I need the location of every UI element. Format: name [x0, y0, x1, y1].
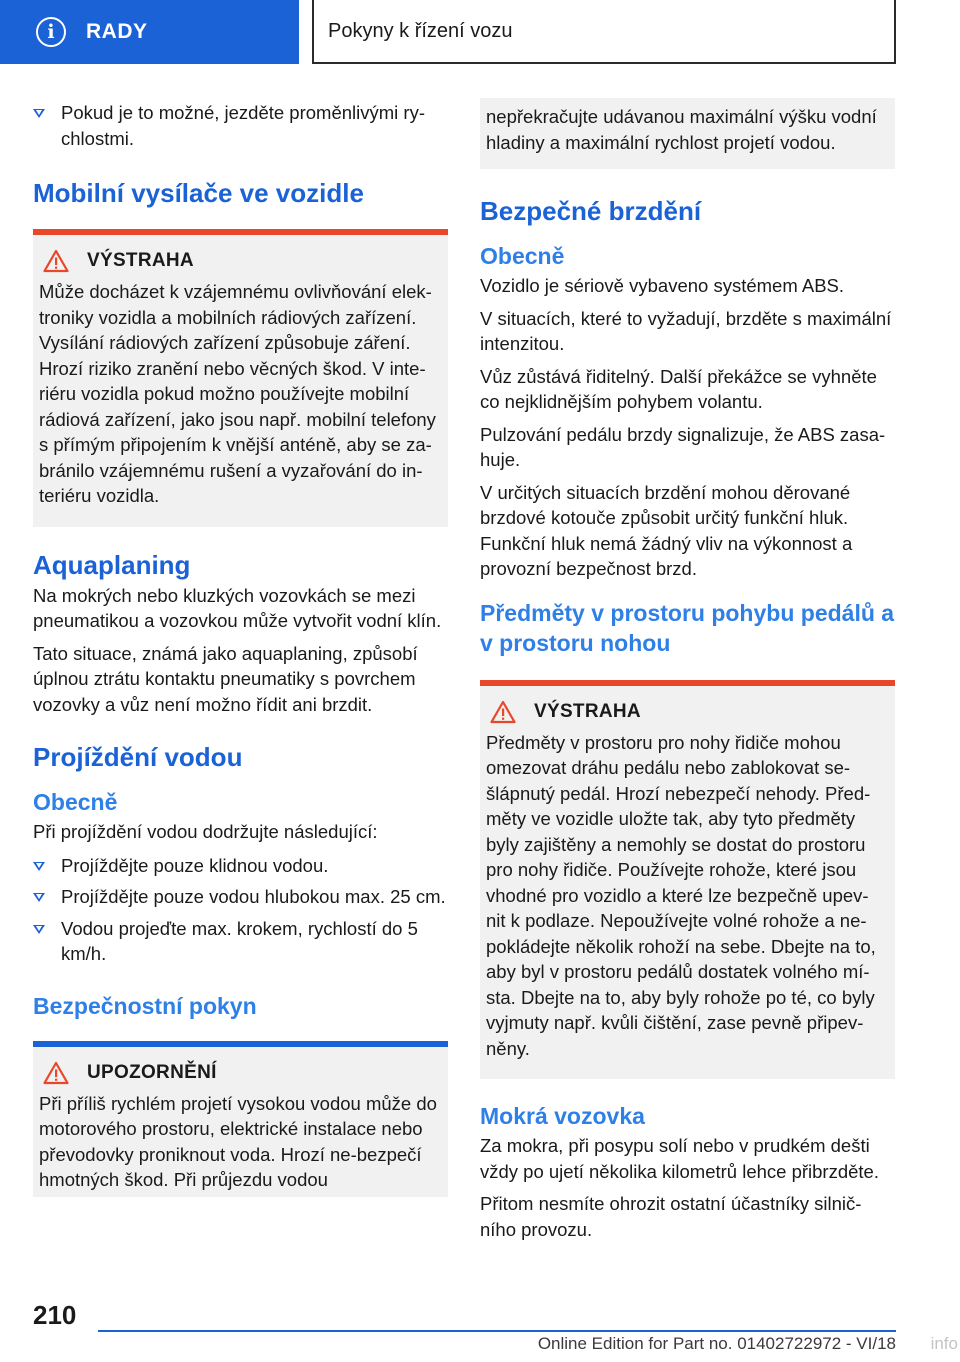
warning-title: VÝSTRAHA [39, 249, 440, 273]
info-icon: i [36, 17, 66, 47]
subheading-general: Obecně [33, 789, 118, 815]
subheading-wet-road: Mokrá vozovka [480, 1103, 645, 1129]
warning-box-objects [480, 680, 895, 1080]
footer-edition: Online Edition for Part no. 01402722972 - VI/18 [537, 1334, 896, 1353]
paragraph: Vůz zůstává řiditelný. Další překážce se vyhněte co nejklidnějším pohybem volantu. [480, 365, 877, 412]
heading-water-driving: Projíždění vodou [33, 742, 243, 772]
triangle-bullet-icon [33, 109, 45, 118]
caution-box-continued [480, 98, 895, 169]
warning-text: Může docházet k vzájemnému ovlivňování elek-troniky vozidla a mobilních rádiových zařízení. Vysílání rádiových zařízení způsobuje záření. Hrozí riziko zranění nebo věcných škod. V inte-riéru vozidla pokud možno používejte mobilní rádiová zařízení, jako jsou např. mobilní telefony s přímým připojením k vnější anténě, aby se za-bránilo vzájemnému rušení a vyzařování do in-teriéru vozidla. [39, 281, 436, 506]
caution-title: UPOZORNĚNÍ [39, 1061, 440, 1085]
bullet-list-top [33, 100, 448, 151]
paragraph: Tato situace, známá jako aquaplaning, způsobí úplnou ztrátu kontaktu pneumatiky s povrchem vozovky a vůz není možno řídit ani brzdit. [33, 642, 418, 715]
footer-divider [98, 1330, 896, 1332]
caution-box-water [33, 1041, 448, 1197]
warning-triangle-icon [43, 1061, 69, 1085]
list-item: Projíždějte pouze vodou hlubokou max. 25 cm. [33, 884, 448, 910]
paragraph: V určitých situacích brzdění mohou děrované brzdové kotouče způsobit určitý funkční hluk. Funkční hluk nemá žádný vliv na výkonnost a provozní bezpečnost brzd. [480, 481, 853, 579]
paragraph: Přitom nesmíte ohrozit ostatní účastníky silnič-ního provozu. [480, 1193, 862, 1240]
subheading-safety-note: Bezpečnostní pokyn [33, 992, 257, 1019]
paragraph: Za mokra, při posypu solí nebo v prudkém dešti vždy po ujetí několika kilometrů lehce přibrzděte. [480, 1135, 879, 1182]
warning-title: VÝSTRAHA [486, 700, 887, 724]
paragraph: Při projíždění vodou dodržujte následující: [33, 821, 378, 842]
heading-aquaplaning: Aquaplaning [33, 549, 191, 580]
heading-safe-braking: Bezpečné brzdění [480, 196, 702, 226]
triangle-bullet-icon [33, 925, 45, 934]
warning-triangle-icon [43, 249, 69, 273]
paragraph: V situacích, které to vyžadují, brzděte s maximální intenzitou. [480, 307, 892, 354]
page-number: 210 [33, 1300, 77, 1330]
paragraph: Vozidlo je sériově vybaveno systémem ABS. [480, 275, 845, 296]
subheading-objects-pedal-area: Předměty v prostoru pohybu pedálů a v prostoru nohou [480, 599, 895, 656]
subheading-general: Obecně [480, 243, 565, 269]
triangle-bullet-icon [33, 862, 45, 871]
left-column [33, 100, 448, 1197]
paragraph: Na mokrých nebo kluzkých vozovkách se mezi pneumatikou a vozovkou může vytvořit vodní klín. [33, 584, 442, 631]
triangle-bullet-icon [33, 893, 45, 902]
footer-watermark: info [930, 1334, 958, 1353]
warning-triangle-icon [490, 700, 516, 724]
section-title: RADY [86, 20, 148, 43]
heading-mobile-transmitters: Mobilní vysílače ve vozidle [33, 178, 364, 208]
list-item: Vodou projeďte max. krokem, rychlostí do 5 km/h. [33, 916, 448, 967]
warning-box-mobile [33, 229, 448, 527]
chapter-title: Pokyny k řízení vozu [312, 0, 896, 64]
section-tab [0, 0, 299, 64]
bullet-list-water [33, 853, 448, 967]
list-item: Pokud je to možné, jezděte proměnlivými ry-chlostmi. [33, 100, 448, 151]
right-column [480, 100, 895, 1242]
paragraph: Pulzování pedálu brzdy signalizuje, že ABS zasa-huje. [480, 423, 886, 470]
warning-text: Předměty v prostoru pro nohy řidiče mohou omezovat dráhu pedálu nebo zablokovat se-šlápnutý pedál. Hrozí nebezpečí nehody. Před-měty ve vozidle uložte tak, aby tyto předměty byly zajištěny a nemohly se dostat do prostoru pro nohy řidiče. Používejte rohože, které jsou vhodné pro vozidlo a které lze bezpečně upev-nit k podlaze. Nepoužívejte volné rohože a ne-pokládejte několik rohoží na sebe. Dbejte na to, aby byl v prostoru pedálů dostatek volného mí-sta. Dbejte na to, aby byly rohože po té, co byly vyjmuty např. kvůli čištění, zase pevně připev-něny. [486, 731, 876, 1059]
list-item: Projíždějte pouze klidnou vodou. [33, 853, 448, 879]
caution-text: Při příliš rychlém projetí vysokou vodou může do motorového prostoru, elektrické instalace nebo převodovky proniknout voda. Hrozí ne-bezpečí hmotných škod. Při průjezdu vodou [39, 1092, 437, 1190]
caution-text-continued: nepřekračujte udávanou maximální výšku vodní hladiny a maximální rychlost projetí vodou. [486, 106, 877, 153]
